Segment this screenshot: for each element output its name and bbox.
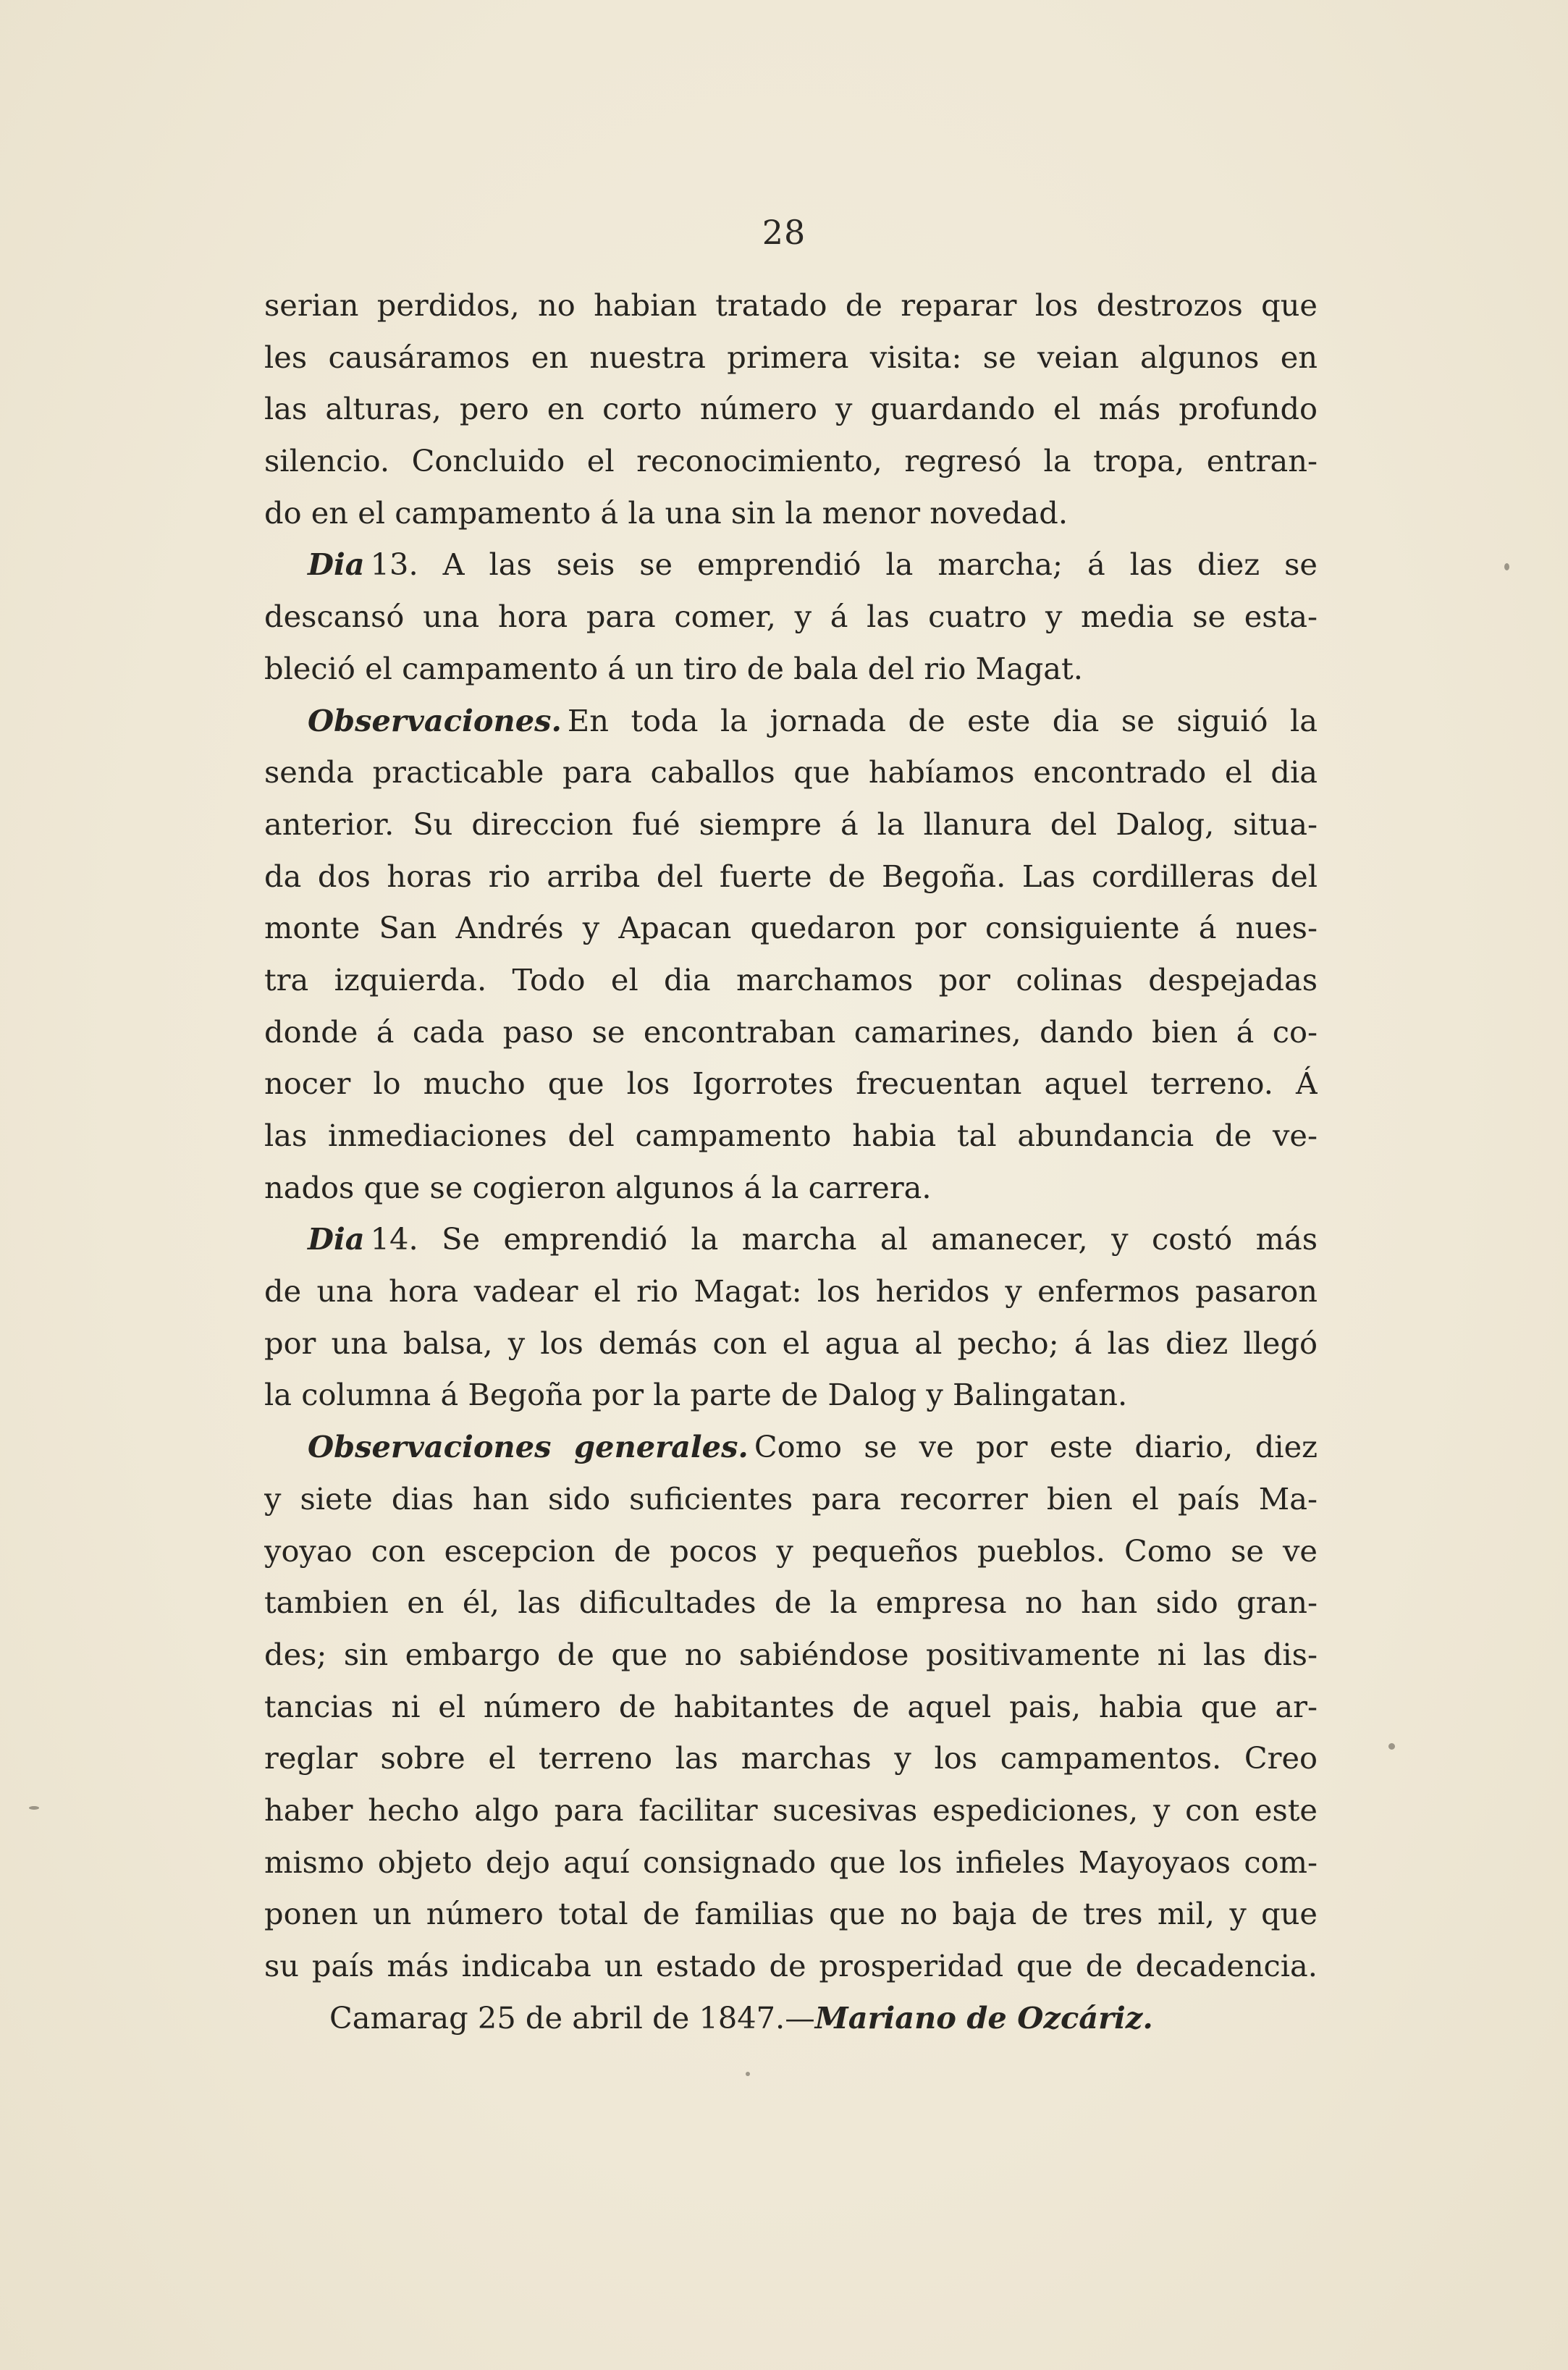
text-line: des; sin embargo de que no sabiéndose positivamente ni las dis- xyxy=(264,1636,1318,1672)
paper-speck xyxy=(1504,563,1509,570)
text-line: mismo objeto dejo aquí consignado que los infieles Mayoyaos com- xyxy=(264,1844,1318,1880)
text-line: la columna á Begoña por la parte de Dalog y Balingatan. xyxy=(264,1377,1128,1413)
text-line: silencio. Concluido el reconocimiento, regresó la tropa, entran- xyxy=(264,443,1318,479)
body-text xyxy=(264,279,1318,2044)
italic-lead: Observaciones generales. xyxy=(308,1429,749,1465)
text-line: anterior. Su direccion fué siempre á la llanura del Dalog, situa- xyxy=(264,806,1318,842)
text-line: su país más indicaba un estado de prosperidad que de decadencia. xyxy=(264,1948,1318,1983)
text-line: por una balsa, y los demás con el agua al pecho; á las diez llegó xyxy=(264,1325,1318,1361)
text-line: descansó una hora para comer, y á las cuatro y media se esta- xyxy=(264,599,1318,635)
text-line: haber hecho algo para facilitar sucesivas espediciones, y con este xyxy=(264,1792,1318,1828)
text-line: las inmediaciones del campamento habia tal abundancia de ve- xyxy=(264,1118,1318,1153)
text-line: nados que se cogieron algunos á la carrera. xyxy=(264,1169,932,1205)
italic-lead: Dia xyxy=(308,1221,365,1257)
text-line: las alturas, pero en corto número y guardando el más profundo xyxy=(264,391,1318,427)
italic-lead: Observaciones. xyxy=(308,702,562,738)
paragraph-start-observaciones-generales: Observaciones generales. Como se ve por este diario, diez xyxy=(308,1429,1318,1465)
text-line: senda practicable para caballos que habíamos encontrado el dia xyxy=(264,754,1318,790)
paragraph-start-observaciones: Observaciones. En toda la jornada de este dia se siguió la xyxy=(308,702,1318,738)
paper-speck xyxy=(746,2072,750,2076)
page-number: 28 xyxy=(762,213,806,252)
text-line: monte San Andrés y Apacan quedaron por consiguiente á nues- xyxy=(264,910,1318,946)
text-line: reglar sobre el terreno las marchas y los campamentos. Creo xyxy=(264,1740,1318,1776)
paper-speck xyxy=(29,1806,39,1810)
text-line: bleció el campamento á un tiro de bala del rio Magat. xyxy=(264,650,1083,686)
text-line: da dos horas rio arriba del fuerte de Begoña. Las cordilleras del xyxy=(264,858,1318,894)
text-line: tambien en él, las dificultades de la empresa no han sido gran- xyxy=(264,1585,1318,1621)
signature-author: Mariano de Ozcáriz. xyxy=(814,1999,1153,2036)
italic-lead: Dia xyxy=(308,547,365,583)
text-line: yoyao con escepcion de pocos y pequeños pueblos. Como se ve xyxy=(264,1532,1318,1569)
paragraph-start-dia-14: Dia 14. Se emprendió la marcha al amanecer, y costó más xyxy=(308,1221,1318,1257)
text-line: donde á cada paso se encontraban camarines, dando bien á co- xyxy=(264,1013,1318,1050)
text-line: y siete dias han sido suficientes para recorrer bien el país Ma- xyxy=(264,1480,1318,1517)
paper-speck xyxy=(1388,1743,1395,1750)
text-line: les causáramos en nuestra primera visita: se veian algunos en xyxy=(264,339,1318,375)
text-line: de una hora vadear el rio Magat: los heridos y enfermos pasaron xyxy=(264,1273,1318,1310)
text-line: do en el campamento á la una sin la menor novedad. xyxy=(264,494,1068,531)
signature-line xyxy=(264,1992,1318,2044)
text-line: nocer lo mucho que los Igorrotes frecuentan aquel terreno. Á xyxy=(264,1066,1318,1102)
text-line: ponen un número total de familias que no baja de tres mil, y que xyxy=(264,1896,1318,1932)
signature-place-date: Camarag 25 de abril de 1847.— xyxy=(329,1999,815,2036)
text-line: tra izquierda. Todo el dia marchamos por colinas despejadas xyxy=(264,961,1318,998)
text-line: serian perdidos, no habian tratado de reparar los destrozos que xyxy=(264,287,1318,323)
paragraph-start-dia-13: Dia 13. A las seis se emprendió la marcha; á las diez se xyxy=(308,547,1318,583)
text-line: tancias ni el número de habitantes de aquel pais, habia que ar- xyxy=(264,1688,1318,1724)
